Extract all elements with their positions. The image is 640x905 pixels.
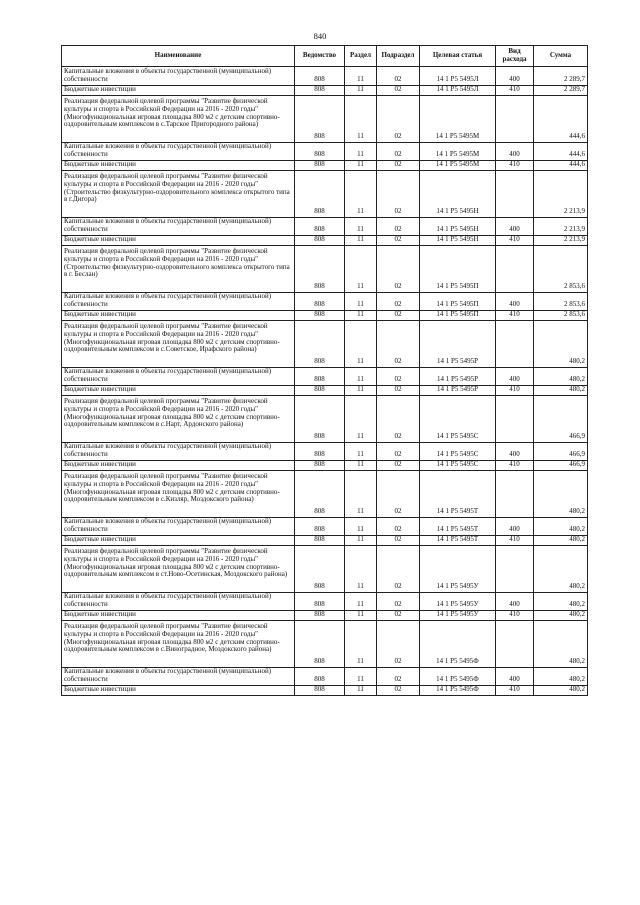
table-row [62,386,588,396]
table-row [62,293,588,311]
cell-vedomstvo: 808 [295,161,345,171]
table-row [62,246,588,293]
cell-vid [496,171,534,218]
cell-podrazdel: 02 [377,218,420,236]
cell-name: Капитальные вложения в объекты государственной (муниципальной) собственности [62,143,295,161]
header-statya: Целевая статья [420,46,496,67]
cell-summa: 2 853,6 [534,311,588,321]
cell-vedomstvo: 808 [295,396,345,443]
cell-podrazdel: 02 [377,668,420,686]
cell-vid [496,396,534,443]
cell-summa: 480,2 [534,471,588,518]
cell-name: Капитальные вложения в объекты государственной (муниципальной) собственности [62,443,295,461]
cell-vedomstvo: 808 [295,67,345,86]
cell-name: Капитальные вложения в объекты государственной (муниципальной) собственности [62,368,295,386]
table-header [62,46,588,67]
cell-statya: 14 1 Р5 5495П [420,246,496,293]
table-row [62,536,588,546]
cell-razdel: 11 [345,386,377,396]
cell-razdel: 11 [345,321,377,368]
cell-vedomstvo: 808 [295,686,345,696]
cell-summa: 466,9 [534,396,588,443]
cell-summa: 2 289,7 [534,86,588,96]
cell-vedomstvo: 808 [295,471,345,518]
header-name: Наименование [62,46,295,67]
cell-name: Бюджетные инвестиции [62,536,295,546]
cell-statya: 14 1 Р5 5495П [420,293,496,311]
cell-statya: 14 1 Р5 5495Р [420,368,496,386]
cell-podrazdel: 02 [377,86,420,96]
cell-vid: 410 [496,236,534,246]
cell-summa: 480,2 [534,593,588,611]
cell-razdel: 11 [345,611,377,621]
cell-summa: 480,2 [534,668,588,686]
cell-razdel: 11 [345,246,377,293]
cell-razdel: 11 [345,96,377,143]
cell-summa: 480,2 [534,368,588,386]
cell-vid: 410 [496,161,534,171]
cell-vid: 410 [496,86,534,96]
cell-podrazdel: 02 [377,293,420,311]
cell-name: Реализация федеральной целевой программы "Развитие физической культуры и спорта в Российской Федерации на 2016 - 2020 годы"(Многофункциональная игровая площадка 800 м2 с детским спортивно-оздоровительным комплексом в ст.Ново-Осетинская, Моздокского района) [62,546,295,593]
cell-name: Капитальные вложения в объекты государственной (муниципальной) собственности [62,67,295,86]
cell-vid: 400 [496,368,534,386]
cell-vid [496,621,534,668]
cell-vid: 410 [496,611,534,621]
cell-statya: 14 1 Р5 5495Ф [420,686,496,696]
table-row [62,611,588,621]
cell-razdel: 11 [345,293,377,311]
cell-name: Бюджетные инвестиции [62,161,295,171]
cell-vedomstvo: 808 [295,461,345,471]
cell-vid: 400 [496,518,534,536]
cell-vid [496,246,534,293]
cell-statya: 14 1 Р5 5495М [420,143,496,161]
cell-vedomstvo: 808 [295,86,345,96]
cell-statya: 14 1 Р5 5495С [420,461,496,471]
cell-summa: 480,2 [534,536,588,546]
cell-vedomstvo: 808 [295,246,345,293]
cell-razdel: 11 [345,471,377,518]
cell-summa: 2 213,9 [534,236,588,246]
table-row [62,518,588,536]
cell-razdel: 11 [345,67,377,86]
table-row [62,461,588,471]
table-row [62,321,588,368]
cell-podrazdel: 02 [377,443,420,461]
cell-vid [496,546,534,593]
cell-vedomstvo: 808 [295,218,345,236]
cell-statya: 14 1 Р5 5495У [420,546,496,593]
cell-podrazdel: 02 [377,593,420,611]
table-row [62,443,588,461]
cell-summa: 480,2 [534,546,588,593]
table-row [62,396,588,443]
cell-vid: 410 [496,536,534,546]
cell-podrazdel: 02 [377,171,420,218]
cell-name: Реализация федеральной целевой программы "Развитие физической культуры и спорта в Российской Федерации на 2016 - 2020 годы"(Строительство физкультурно-оздоровительного комплекса открытого типа в г. Беслан) [62,246,295,293]
cell-statya: 14 1 Р5 5495У [420,611,496,621]
cell-podrazdel: 02 [377,621,420,668]
cell-vedomstvo: 808 [295,536,345,546]
table-row [62,86,588,96]
cell-summa: 480,2 [534,686,588,696]
cell-razdel: 11 [345,686,377,696]
cell-summa: 2 213,9 [534,171,588,218]
cell-statya: 14 1 Р5 5495С [420,443,496,461]
cell-statya: 14 1 Р5 5495У [420,593,496,611]
cell-name: Бюджетные инвестиции [62,386,295,396]
table-row [62,171,588,218]
cell-podrazdel: 02 [377,396,420,443]
table-row [62,686,588,696]
header-vedomstvo: Ведомство [295,46,345,67]
cell-statya: 14 1 Р5 5495Ф [420,668,496,686]
cell-podrazdel: 02 [377,96,420,143]
cell-statya: 14 1 Р5 5495М [420,161,496,171]
cell-podrazdel: 02 [377,471,420,518]
cell-name: Реализация федеральной целевой программы "Развитие физической культуры и спорта в Российской Федерации на 2016 - 2020 годы"(Многофункциональная игровая площадка 800 м2 с детским спортивно-оздоровительным комплексом в с.Советское, Ирафского района) [62,321,295,368]
cell-name: Капитальные вложения в объекты государственной (муниципальной) собственности [62,518,295,536]
cell-name: Бюджетные инвестиции [62,236,295,246]
cell-vedomstvo: 808 [295,311,345,321]
cell-name: Капитальные вложения в объекты государственной (муниципальной) собственности [62,593,295,611]
cell-podrazdel: 02 [377,686,420,696]
header-podrazdel: Подраздел [377,46,420,67]
cell-vedomstvo: 808 [295,621,345,668]
cell-name: Капитальные вложения в объекты государственной (муниципальной) собственности [62,293,295,311]
cell-vid: 400 [496,218,534,236]
cell-razdel: 11 [345,621,377,668]
cell-summa: 444,6 [534,143,588,161]
cell-razdel: 11 [345,218,377,236]
table-row [62,368,588,386]
table-row [62,471,588,518]
cell-vid: 400 [496,293,534,311]
cell-statya: 14 1 Р5 5495Н [420,171,496,218]
cell-name: Реализация федеральной целевой программы "Развитие физической культуры и спорта в Российской Федерации на 2016 - 2020 годы"(Многофункциональная игровая площадка 800 м2 с детским спортивно-оздоровительным комплексом в с.Кизляр, Моздокского района) [62,471,295,518]
cell-statya: 14 1 Р5 5495П [420,311,496,321]
table-row [62,218,588,236]
cell-podrazdel: 02 [377,236,420,246]
page-number: 840 [313,31,327,41]
cell-statya: 14 1 Р5 5495Л [420,67,496,86]
table-row [62,668,588,686]
header-razdel: Раздел [345,46,377,67]
table-body [62,67,588,696]
cell-vedomstvo: 808 [295,443,345,461]
cell-statya: 14 1 Р5 5495Т [420,471,496,518]
cell-summa: 2 853,6 [534,293,588,311]
cell-name: Бюджетные инвестиции [62,461,295,471]
cell-summa: 466,9 [534,461,588,471]
table-row [62,621,588,668]
cell-vid: 410 [496,461,534,471]
cell-podrazdel: 02 [377,321,420,368]
cell-vedomstvo: 808 [295,293,345,311]
cell-vid: 400 [496,143,534,161]
cell-vid: 410 [496,386,534,396]
table-row [62,67,588,86]
cell-podrazdel: 02 [377,161,420,171]
cell-razdel: 11 [345,86,377,96]
cell-summa: 480,2 [534,321,588,368]
header-row [62,46,588,67]
cell-name: Бюджетные инвестиции [62,611,295,621]
cell-razdel: 11 [345,536,377,546]
cell-vid: 410 [496,311,534,321]
cell-vid: 400 [496,67,534,86]
cell-podrazdel: 02 [377,246,420,293]
cell-vedomstvo: 808 [295,668,345,686]
table-row [62,236,588,246]
cell-summa: 444,6 [534,161,588,171]
cell-vedomstvo: 808 [295,143,345,161]
cell-summa: 2 289,7 [534,67,588,86]
cell-razdel: 11 [345,236,377,246]
cell-vid: 400 [496,443,534,461]
budget-table [61,45,588,696]
cell-razdel: 11 [345,593,377,611]
cell-razdel: 11 [345,518,377,536]
cell-podrazdel: 02 [377,386,420,396]
cell-name: Реализация федеральной целевой программы "Развитие физической культуры и спорта в Российской Федерации на 2016 - 2020 годы"(Строительство физкультурно-оздоровительного комплекса открытого типа в г.Дигора) [62,171,295,218]
cell-name: Бюджетные инвестиции [62,311,295,321]
cell-vedomstvo: 808 [295,321,345,368]
cell-vid: 400 [496,668,534,686]
cell-vid [496,471,534,518]
cell-summa: 2 853,6 [534,246,588,293]
cell-podrazdel: 02 [377,536,420,546]
cell-razdel: 11 [345,443,377,461]
cell-podrazdel: 02 [377,546,420,593]
cell-razdel: 11 [345,668,377,686]
cell-statya: 14 1 Р5 5495Р [420,386,496,396]
cell-summa: 466,9 [534,443,588,461]
header-summa: Сумма [534,46,588,67]
cell-razdel: 11 [345,396,377,443]
cell-name: Капитальные вложения в объекты государственной (муниципальной) собственности [62,218,295,236]
cell-summa: 480,2 [534,621,588,668]
cell-vid: 410 [496,686,534,696]
cell-summa: 2 213,9 [534,218,588,236]
cell-vedomstvo: 808 [295,546,345,593]
cell-vid [496,96,534,143]
cell-statya: 14 1 Р5 5495Н [420,236,496,246]
cell-razdel: 11 [345,143,377,161]
cell-summa: 444,6 [534,96,588,143]
cell-vedomstvo: 808 [295,593,345,611]
cell-vedomstvo: 808 [295,236,345,246]
cell-name: Реализация федеральной целевой программы "Развитие физической культуры и спорта в Российской Федерации на 2016 - 2020 годы"(Многофункциональная игровая площадка 800 м2 с детским спортивно-оздоровительным комплексом в с.Тарское Пригородного района) [62,96,295,143]
cell-podrazdel: 02 [377,311,420,321]
cell-summa: 480,2 [534,611,588,621]
cell-podrazdel: 02 [377,461,420,471]
cell-vedomstvo: 808 [295,518,345,536]
table-row [62,143,588,161]
cell-razdel: 11 [345,171,377,218]
table-row [62,593,588,611]
cell-vedomstvo: 808 [295,368,345,386]
cell-vedomstvo: 808 [295,171,345,218]
cell-name: Бюджетные инвестиции [62,686,295,696]
cell-summa: 480,2 [534,386,588,396]
cell-vid: 400 [496,593,534,611]
cell-statya: 14 1 Р5 5495Т [420,536,496,546]
cell-razdel: 11 [345,161,377,171]
cell-podrazdel: 02 [377,368,420,386]
header-vid: Вид расхода [496,46,534,67]
cell-summa: 480,2 [534,518,588,536]
cell-razdel: 11 [345,546,377,593]
cell-name: Бюджетные инвестиции [62,86,295,96]
cell-statya: 14 1 Р5 5495С [420,396,496,443]
cell-podrazdel: 02 [377,143,420,161]
table-row [62,311,588,321]
cell-statya: 14 1 Р5 5495Т [420,518,496,536]
cell-podrazdel: 02 [377,67,420,86]
cell-statya: 14 1 Р5 5495М [420,96,496,143]
cell-statya: 14 1 Р5 5495Н [420,218,496,236]
table-row [62,161,588,171]
table-row [62,96,588,143]
cell-statya: 14 1 Р5 5495Р [420,321,496,368]
cell-statya: 14 1 Р5 5495Ф [420,621,496,668]
cell-vedomstvo: 808 [295,611,345,621]
cell-razdel: 11 [345,368,377,386]
cell-name: Реализация федеральной целевой программы "Развитие физической культуры и спорта в Российской Федерации на 2016 - 2020 годы"(Многофункциональная игровая площадка 800 м2 с детским спортивно-оздоровительным комплексом в с.Виноградное, Моздокского района) [62,621,295,668]
table-row [62,546,588,593]
cell-podrazdel: 02 [377,518,420,536]
cell-razdel: 11 [345,311,377,321]
cell-name: Реализация федеральной целевой программы "Развитие физической культуры и спорта в Российской Федерации на 2016 - 2020 годы"(Многофункциональная игровая площадка 800 м2 с детским спортивно-оздоровительным комплексом в с.Нарт, Ардонского района) [62,396,295,443]
cell-vid [496,321,534,368]
cell-name: Капитальные вложения в объекты государственной (муниципальной) собственности [62,668,295,686]
cell-razdel: 11 [345,461,377,471]
cell-podrazdel: 02 [377,611,420,621]
cell-vedomstvo: 808 [295,96,345,143]
cell-vedomstvo: 808 [295,386,345,396]
cell-statya: 14 1 Р5 5495Л [420,86,496,96]
